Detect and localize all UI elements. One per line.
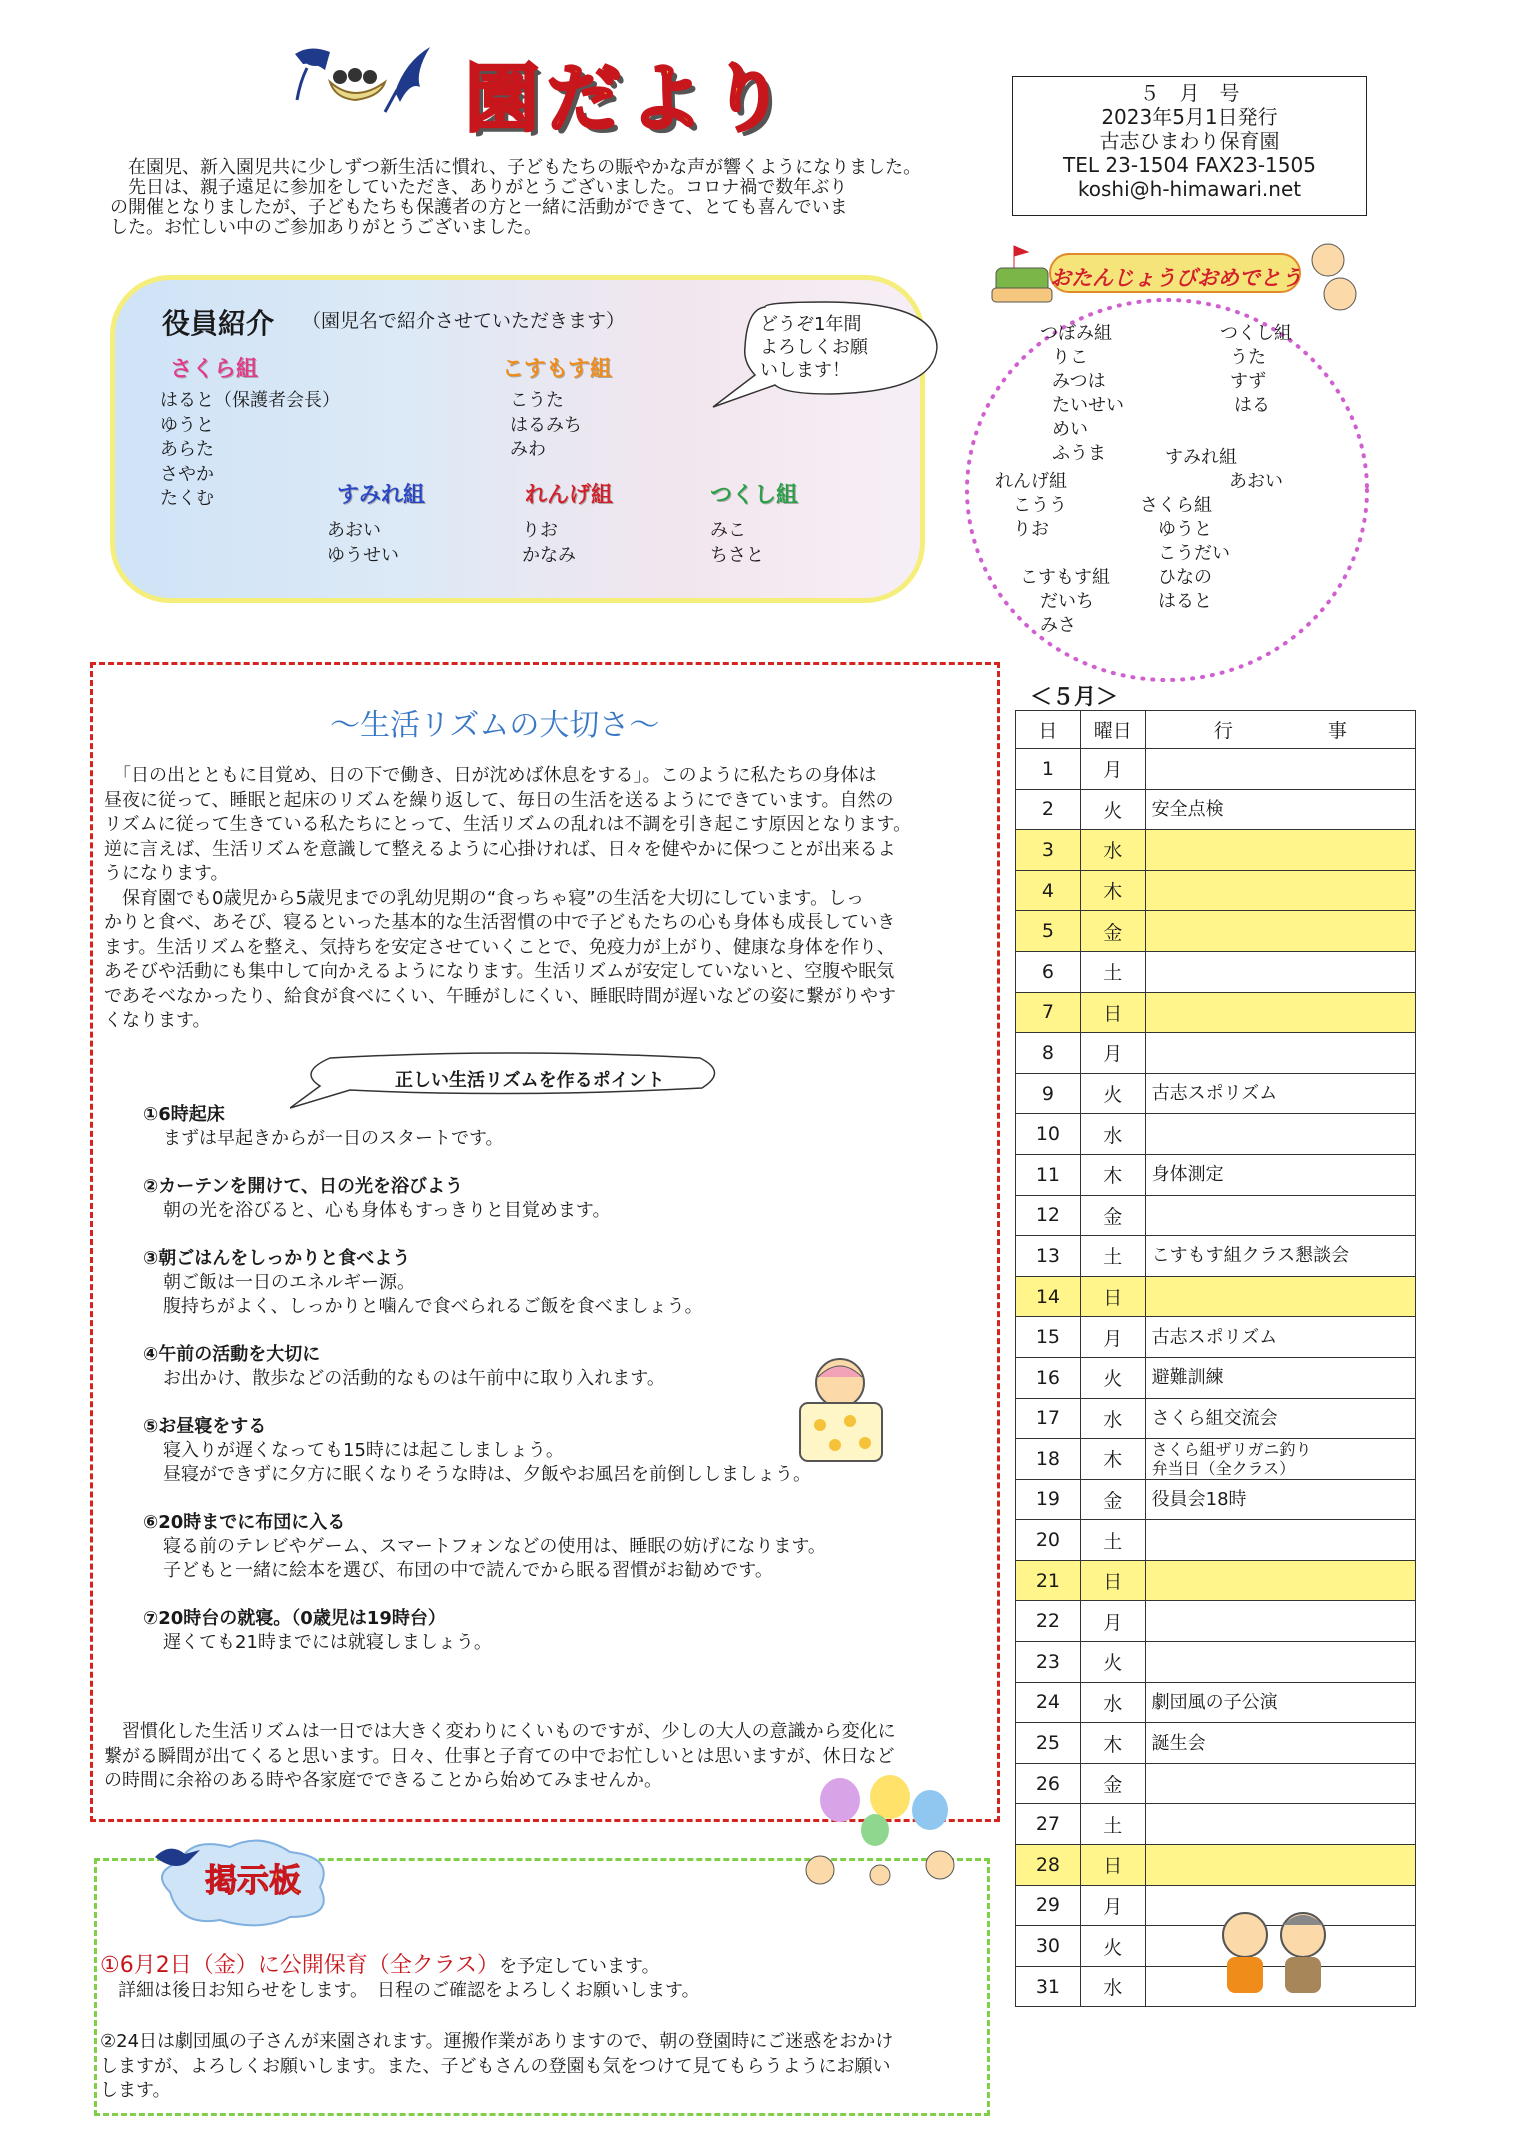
point-body: 朝の光を浴びると、心も身体もすっきりと目覚めます。 <box>163 1200 611 1221</box>
member-name: あらた <box>160 439 214 460</box>
calendar-day: 9 <box>1016 1073 1081 1114</box>
class-sakura <box>170 352 258 383</box>
bday-tsukushi <box>1220 322 1292 418</box>
paragraph-line: あそびや活動にも集中して向かえるようになります。生活リズムが安定していないと、空腹や眠気 <box>104 961 895 982</box>
point-body: 腹持ちがよく、しっかりと噛んで食べられるご飯を食べましょう。 <box>163 1296 703 1317</box>
calendar-row <box>1016 1195 1416 1236</box>
point-item <box>143 1607 943 1655</box>
calendar-row <box>1016 1154 1416 1195</box>
intro-line: 先日は、親子遠足に参加をしていただき、ありがとうございました。コロナ禍で数年ぶり <box>110 177 848 198</box>
intro-line: 在園児、新入園児共に少しずつ新生活に慣れ、子どもたちの賑やかな声が響くようになりました。 <box>110 157 922 178</box>
member-name: ゆうと <box>1158 519 1212 540</box>
calendar-event <box>1145 1276 1415 1317</box>
calendar-weekday: 水 <box>1080 1114 1145 1155</box>
member-name: あおい <box>327 520 381 541</box>
calendar-weekday: 土 <box>1080 951 1145 992</box>
calendar-day: 3 <box>1016 830 1081 871</box>
point-body: 昼寝ができずに夕方に眠くなりそうな時は、夕飯やお風呂を前倒ししましょう。 <box>163 1464 811 1485</box>
calendar-day: 17 <box>1016 1398 1081 1439</box>
issue-date: 2023年5月1日発行 <box>1101 105 1278 129</box>
member-name: ちさと <box>710 545 764 566</box>
point-body: 寝る前のテレビやゲーム、スマートフォンなどの使用は、睡眠の妨げになります。 <box>163 1536 826 1557</box>
calendar-row <box>1016 1601 1416 1642</box>
page-title: 園だより <box>465 56 793 142</box>
calendar-day: 4 <box>1016 870 1081 911</box>
paragraph-line: しますが、よろしくお願いします。また、子どもさんの登園も気をつけて見てもらうようにお願い <box>100 2055 891 2077</box>
calendar-event: 避難訓練 <box>1145 1357 1415 1398</box>
point-body: 朝ご飯は一日のエネルギー源。 <box>163 1272 415 1293</box>
point-head: ①6時起床 <box>143 1104 225 1125</box>
intro-line: した。お忙しい中のご参加ありがとうございました。 <box>110 217 542 238</box>
calendar-weekday: 金 <box>1080 1195 1145 1236</box>
calendar-event: こすもす組クラス懇談会 <box>1145 1236 1415 1277</box>
calendar-event: 誕生会 <box>1145 1723 1415 1764</box>
point-head: ⑤お昼寝をする <box>143 1416 267 1437</box>
calendar-weekday: 月 <box>1080 1601 1145 1642</box>
point-head: ④午前の活動を大切に <box>143 1344 321 1365</box>
calendar-weekday: 木 <box>1080 1439 1145 1480</box>
calendar-day: 11 <box>1016 1154 1081 1195</box>
board-item-1 <box>100 1948 980 2003</box>
member-name: みさ <box>1040 615 1076 636</box>
calendar-row <box>1016 1073 1416 1114</box>
calendar-day: 20 <box>1016 1520 1081 1561</box>
calendar-event <box>1145 1114 1415 1155</box>
kosumosu-members <box>510 389 582 463</box>
calendar-row <box>1016 1642 1416 1683</box>
intro-line: の開催となりましたが、子どもたちも保護者の方と一緒に活動ができて、とても喜んでいま <box>110 197 848 218</box>
point-head: ⑥20時までに布団に入る <box>143 1512 346 1533</box>
calendar-weekday: 木 <box>1080 1723 1145 1764</box>
calendar-month-label: ＜５月＞ <box>1030 685 1119 710</box>
renge-members <box>522 518 576 568</box>
calendar-row <box>1016 1033 1416 1074</box>
class-name: こすもす組 <box>1020 567 1110 588</box>
bubble-line: いします！ <box>760 360 850 381</box>
sakura-members <box>160 389 340 512</box>
event-line: 弁当日（全クラス） <box>1151 1458 1296 1478</box>
calendar-event <box>1145 1439 1415 1480</box>
member-name: りお <box>522 520 558 541</box>
paragraph-line: 逆に言えば、生活リズムを意識して整えるように心掛ければ、日々を健やかに保つことが出来るよ <box>104 838 896 860</box>
class-name: れんげ組 <box>995 471 1067 492</box>
paragraph-line: 「日の出とともに目覚め、日の下で働き、日が沈めば休息をする」。このように私たちの身体は <box>104 765 877 786</box>
member-name: さやか <box>160 463 214 485</box>
header-event: 行 事 <box>1145 711 1415 749</box>
calendar-row <box>1016 1398 1416 1439</box>
member-name: みこ <box>710 520 746 541</box>
calendar-event: さくら組交流会 <box>1145 1398 1415 1439</box>
birthday-title: おたんじょうびおめでとう <box>1050 266 1302 290</box>
rhythm-paragraph-1 <box>104 764 994 1034</box>
paragraph-line: します。 <box>100 2080 171 2101</box>
member-name: たくむ <box>160 488 214 509</box>
calendar-day: 24 <box>1016 1682 1081 1723</box>
phone-fax: TEL 23-1504 FAX23-1505 <box>1063 153 1316 177</box>
class-sumire: すみれ組 <box>337 483 426 508</box>
board-item-1-rest: を予定しています。 <box>499 1956 660 1977</box>
calendar-day: 23 <box>1016 1642 1081 1683</box>
point-item <box>143 1247 943 1319</box>
calendar-event <box>1145 1560 1415 1601</box>
calendar-day: 31 <box>1016 1966 1081 2007</box>
calendar-weekday: 月 <box>1080 1885 1145 1926</box>
calendar-event <box>1145 1804 1415 1845</box>
calendar-row <box>1016 1439 1416 1480</box>
calendar-row <box>1016 1479 1416 1520</box>
calendar-header-row <box>1016 711 1416 749</box>
member-name: うた <box>1230 347 1266 368</box>
paragraph-line: 昼夜に従って、睡眠と起床のリズムを繰り返して、毎日の生活を送るようにできています。自然の <box>104 789 894 811</box>
member-name: みわ <box>510 439 546 460</box>
member-name: りこ <box>1052 347 1088 368</box>
calendar-day: 21 <box>1016 1560 1081 1601</box>
calendar-row <box>1016 1236 1416 1277</box>
tsukushi-members <box>710 518 764 568</box>
calendar-event <box>1145 870 1415 911</box>
calendar-row <box>1016 789 1416 830</box>
calendar-event <box>1145 830 1415 871</box>
calendar-weekday: 土 <box>1080 1236 1145 1277</box>
bubble-line: よろしくお願 <box>760 337 868 358</box>
point-body: 寝入りが遅くなっても15時には起こしましょう。 <box>163 1440 564 1461</box>
bday-tsubomi <box>1040 322 1124 466</box>
calendar-row <box>1016 1560 1416 1601</box>
calendar-weekday: 木 <box>1080 870 1145 911</box>
rhythm-title: ～生活リズムの大切さ～ <box>330 708 660 743</box>
calendar-day: 18 <box>1016 1439 1081 1480</box>
calendar-day: 14 <box>1016 1276 1081 1317</box>
paragraph-line: ②24日は劇団風の子さんが来園されます。運搬作業がありますので、朝の登園時にご迷惑をおかけ <box>100 2031 894 2052</box>
calendar-event <box>1145 951 1415 992</box>
calendar-day: 8 <box>1016 1033 1081 1074</box>
calendar-body <box>1016 749 1416 2007</box>
point-body: 遅くても21時までには就寝しましょう。 <box>163 1632 492 1653</box>
calendar-day: 6 <box>1016 951 1081 992</box>
class-name: さくら組 <box>1140 495 1212 516</box>
calendar-event <box>1145 992 1415 1033</box>
calendar-row <box>1016 1804 1416 1845</box>
calendar-day: 13 <box>1016 1236 1081 1277</box>
calendar-weekday: 水 <box>1080 1682 1145 1723</box>
paragraph-line: かりと食べ、あそび、寝るといった基本的な生活習慣の中で子どもたちの心も身体も成長していき <box>104 912 896 933</box>
calendar-row <box>1016 1317 1416 1358</box>
point-head: ②カーテンを開けて、日の光を浴びよう <box>143 1176 463 1197</box>
calendar-event <box>1145 1601 1415 1642</box>
member-name: こうた <box>510 390 564 411</box>
class-name: つくし組 <box>1220 323 1292 344</box>
bday-kosumosu <box>1020 566 1110 638</box>
calendar-event <box>1145 1195 1415 1236</box>
point-body: 子どもと一緒に絵本を選び、布団の中で読んでから眠る習慣がお勧めです。 <box>163 1560 773 1581</box>
email: koshi@h-himawari.net <box>1077 177 1302 201</box>
point-item <box>143 1511 943 1583</box>
member-name: かなみ <box>522 545 576 566</box>
paragraph-line: ます。生活リズムを整え、気持ちを安定させていくことで、免疫力が上がり、健康な身体を作り、 <box>104 936 895 958</box>
board-title: 掲示板 <box>205 1861 302 1899</box>
calendar-event: 安全点検 <box>1145 789 1415 830</box>
calendar-weekday: 水 <box>1080 1966 1145 2007</box>
member-name: はる <box>1234 395 1270 416</box>
calendar-weekday: 土 <box>1080 1520 1145 1561</box>
issue-info-box <box>1012 76 1367 216</box>
member-name: すず <box>1230 371 1267 392</box>
member-name: ゆうせい <box>327 545 399 566</box>
calendar-weekday: 木 <box>1080 1154 1145 1195</box>
paragraph-line: であそべなかったり、給食が食べにくい、午睡がしにくい、睡眠時間が遅いなどの姿に繋がりやす <box>104 985 896 1007</box>
calendar-row <box>1016 992 1416 1033</box>
calendar-row <box>1016 911 1416 952</box>
points-title: 正しい生活リズムを作るポイント <box>395 1070 665 1091</box>
board-item-1-detail: 詳細は後日お知らせをします。 日程のご確認をよろしくお願いします。 <box>100 1980 700 2001</box>
member-name: はると <box>1158 591 1212 612</box>
member-name: たいせい <box>1052 395 1124 416</box>
calendar-event: 古志スポリズム <box>1145 1073 1415 1114</box>
member-name: こうう <box>1013 495 1067 516</box>
calendar-event: 役員会18時 <box>1145 1479 1415 1520</box>
calendar-weekday: 土 <box>1080 1804 1145 1845</box>
calendar-row <box>1016 830 1416 871</box>
calendar-weekday: 火 <box>1080 1926 1145 1967</box>
calendar-event <box>1145 1763 1415 1804</box>
kids-balloons-illustration <box>780 1775 990 1905</box>
calendar-day: 27 <box>1016 1804 1081 1845</box>
intro-text <box>110 158 970 238</box>
calendar-day: 19 <box>1016 1479 1081 1520</box>
calendar-row <box>1016 1520 1416 1561</box>
member-name: ふうま <box>1052 443 1106 464</box>
class-tsukushi: つくし組 <box>710 483 799 508</box>
calendar-day: 29 <box>1016 1885 1081 1926</box>
bday-sumire <box>1165 446 1283 494</box>
elderly-couple-illustration <box>1205 1905 1345 1995</box>
bday-sakura <box>1140 494 1230 614</box>
member-name: みつは <box>1052 371 1106 392</box>
member-name: はるみち <box>510 414 582 436</box>
calendar-table <box>1015 710 1416 2007</box>
paragraph-line: の時間に余裕のある時や各家庭でできることから始めてみませんか。 <box>104 1770 662 1791</box>
paragraph-line: 保育園でも0歳児から5歳児までの乳幼児期の“食っちゃ寝”の生活を大切にしています。しっ <box>104 887 865 909</box>
point-head: ⑦20時台の就寝。（0歳児は19時台） <box>143 1608 446 1629</box>
board-item-1-highlight: ①6月2日（金）に公開保育（全クラス） <box>100 1953 500 1978</box>
sumire-members <box>327 518 399 568</box>
calendar-row <box>1016 1723 1416 1764</box>
calendar-weekday: 月 <box>1080 1317 1145 1358</box>
calendar-event <box>1145 911 1415 952</box>
calendar-day: 16 <box>1016 1357 1081 1398</box>
calendar-day: 2 <box>1016 789 1081 830</box>
class-renge: れんげ組 <box>525 483 614 508</box>
member-name: だいち <box>1040 591 1094 612</box>
calendar-weekday: 火 <box>1080 1642 1145 1683</box>
calendar-row <box>1016 870 1416 911</box>
calendar-row <box>1016 1357 1416 1398</box>
issue-number: ５ 月 号 <box>1139 81 1240 105</box>
calendar-weekday: 火 <box>1080 789 1145 830</box>
calendar-weekday: 金 <box>1080 911 1145 952</box>
member-name: めい <box>1052 419 1088 440</box>
calendar-day: 28 <box>1016 1845 1081 1886</box>
calendar-event: 身体測定 <box>1145 1154 1415 1195</box>
calendar-weekday: 月 <box>1080 1033 1145 1074</box>
calendar-weekday: 日 <box>1080 992 1145 1033</box>
calendar-row <box>1016 1114 1416 1155</box>
member-name: ひなの <box>1158 567 1212 588</box>
calendar-event: 古志スポリズム <box>1145 1317 1415 1358</box>
bubble-line: どうぞ1年間 <box>760 314 862 335</box>
calendar-day: 1 <box>1016 749 1081 790</box>
point-head: ③朝ごはんをしっかりと食べよう <box>143 1248 411 1269</box>
officers-subtitle: （園児名で紹介させていただきます） <box>302 310 626 332</box>
paragraph-line: 習慣化した生活リズムは一日では大きく変わりにくいものですが、少しの大人の意識から変化に <box>104 1721 896 1742</box>
calendar-day: 7 <box>1016 992 1081 1033</box>
paragraph-line: リズムに従って生きている私たちにとって、生活リズムの乱れは不調を引き起こす原因となります。 <box>104 814 912 835</box>
calendar-weekday: 火 <box>1080 1073 1145 1114</box>
calendar-event <box>1145 1033 1415 1074</box>
calendar-event: 劇団風の子公演 <box>1145 1682 1415 1723</box>
calendar-weekday: 水 <box>1080 830 1145 871</box>
member-name: りお <box>1013 519 1049 540</box>
member-name: こうだい <box>1158 543 1230 564</box>
calendar-day: 12 <box>1016 1195 1081 1236</box>
class-kosumosu: こすもす組 <box>502 357 613 382</box>
member-name: ゆうと <box>160 414 214 436</box>
header-weekday: 曜日 <box>1080 711 1145 749</box>
calendar-weekday: 金 <box>1080 1763 1145 1804</box>
calendar-day: 25 <box>1016 1723 1081 1764</box>
point-item <box>143 1103 943 1151</box>
calendar-day: 15 <box>1016 1317 1081 1358</box>
board-item-2 <box>100 2030 990 2104</box>
class-name: つぼみ組 <box>1040 323 1112 344</box>
paragraph-line: くなります。 <box>104 1010 211 1031</box>
member-name: はると（保護者会長） <box>160 390 340 411</box>
calendar-weekday: 月 <box>1080 749 1145 790</box>
calendar-row <box>1016 1682 1416 1723</box>
calendar-event <box>1145 1845 1415 1886</box>
calendar-weekday: 火 <box>1080 1357 1145 1398</box>
bday-renge <box>995 470 1067 542</box>
calendar-day: 10 <box>1016 1114 1081 1155</box>
calendar-day: 30 <box>1016 1926 1081 1967</box>
calendar-row <box>1016 1845 1416 1886</box>
calendar-event <box>1145 1520 1415 1561</box>
member-name: あおい <box>1229 471 1283 492</box>
paragraph-line: うになります。 <box>104 863 229 884</box>
calendar-row <box>1016 1763 1416 1804</box>
officers-title: 役員紹介 <box>162 307 275 340</box>
calendar-row <box>1016 749 1416 790</box>
calendar-weekday: 日 <box>1080 1276 1145 1317</box>
calendar-row <box>1016 1276 1416 1317</box>
point-body: お出かけ、散歩などの活動的なものは午前中に取り入れます。 <box>163 1368 665 1389</box>
event-line: さくら組ザリガニ釣り <box>1151 1439 1312 1459</box>
calendar-event <box>1145 1642 1415 1683</box>
calendar-day: 5 <box>1016 911 1081 952</box>
class-name: すみれ組 <box>1165 447 1237 468</box>
swallow-illustration <box>285 42 435 117</box>
calendar-weekday: 水 <box>1080 1398 1145 1439</box>
calendar-weekday: 金 <box>1080 1479 1145 1520</box>
header-day: 日 <box>1016 711 1081 749</box>
org-name: 古志ひまわり保育園 <box>1099 129 1280 153</box>
calendar-day: 26 <box>1016 1763 1081 1804</box>
class-name: さくら組 <box>170 357 259 382</box>
paragraph-line: 繋がる瞬間が出てくると思います。日々、仕事と子育ての中でお忙しいとは思いますが、休日など <box>104 1745 895 1767</box>
calendar-weekday: 日 <box>1080 1845 1145 1886</box>
sleeping-baby-illustration <box>790 1355 890 1465</box>
point-body: まずは早起きからが一日のスタートです。 <box>163 1128 504 1149</box>
calendar-day: 22 <box>1016 1601 1081 1642</box>
calendar-row <box>1016 951 1416 992</box>
point-item <box>143 1175 943 1223</box>
calendar-weekday: 日 <box>1080 1560 1145 1601</box>
bubble-text <box>760 313 868 382</box>
calendar-event <box>1145 749 1415 790</box>
